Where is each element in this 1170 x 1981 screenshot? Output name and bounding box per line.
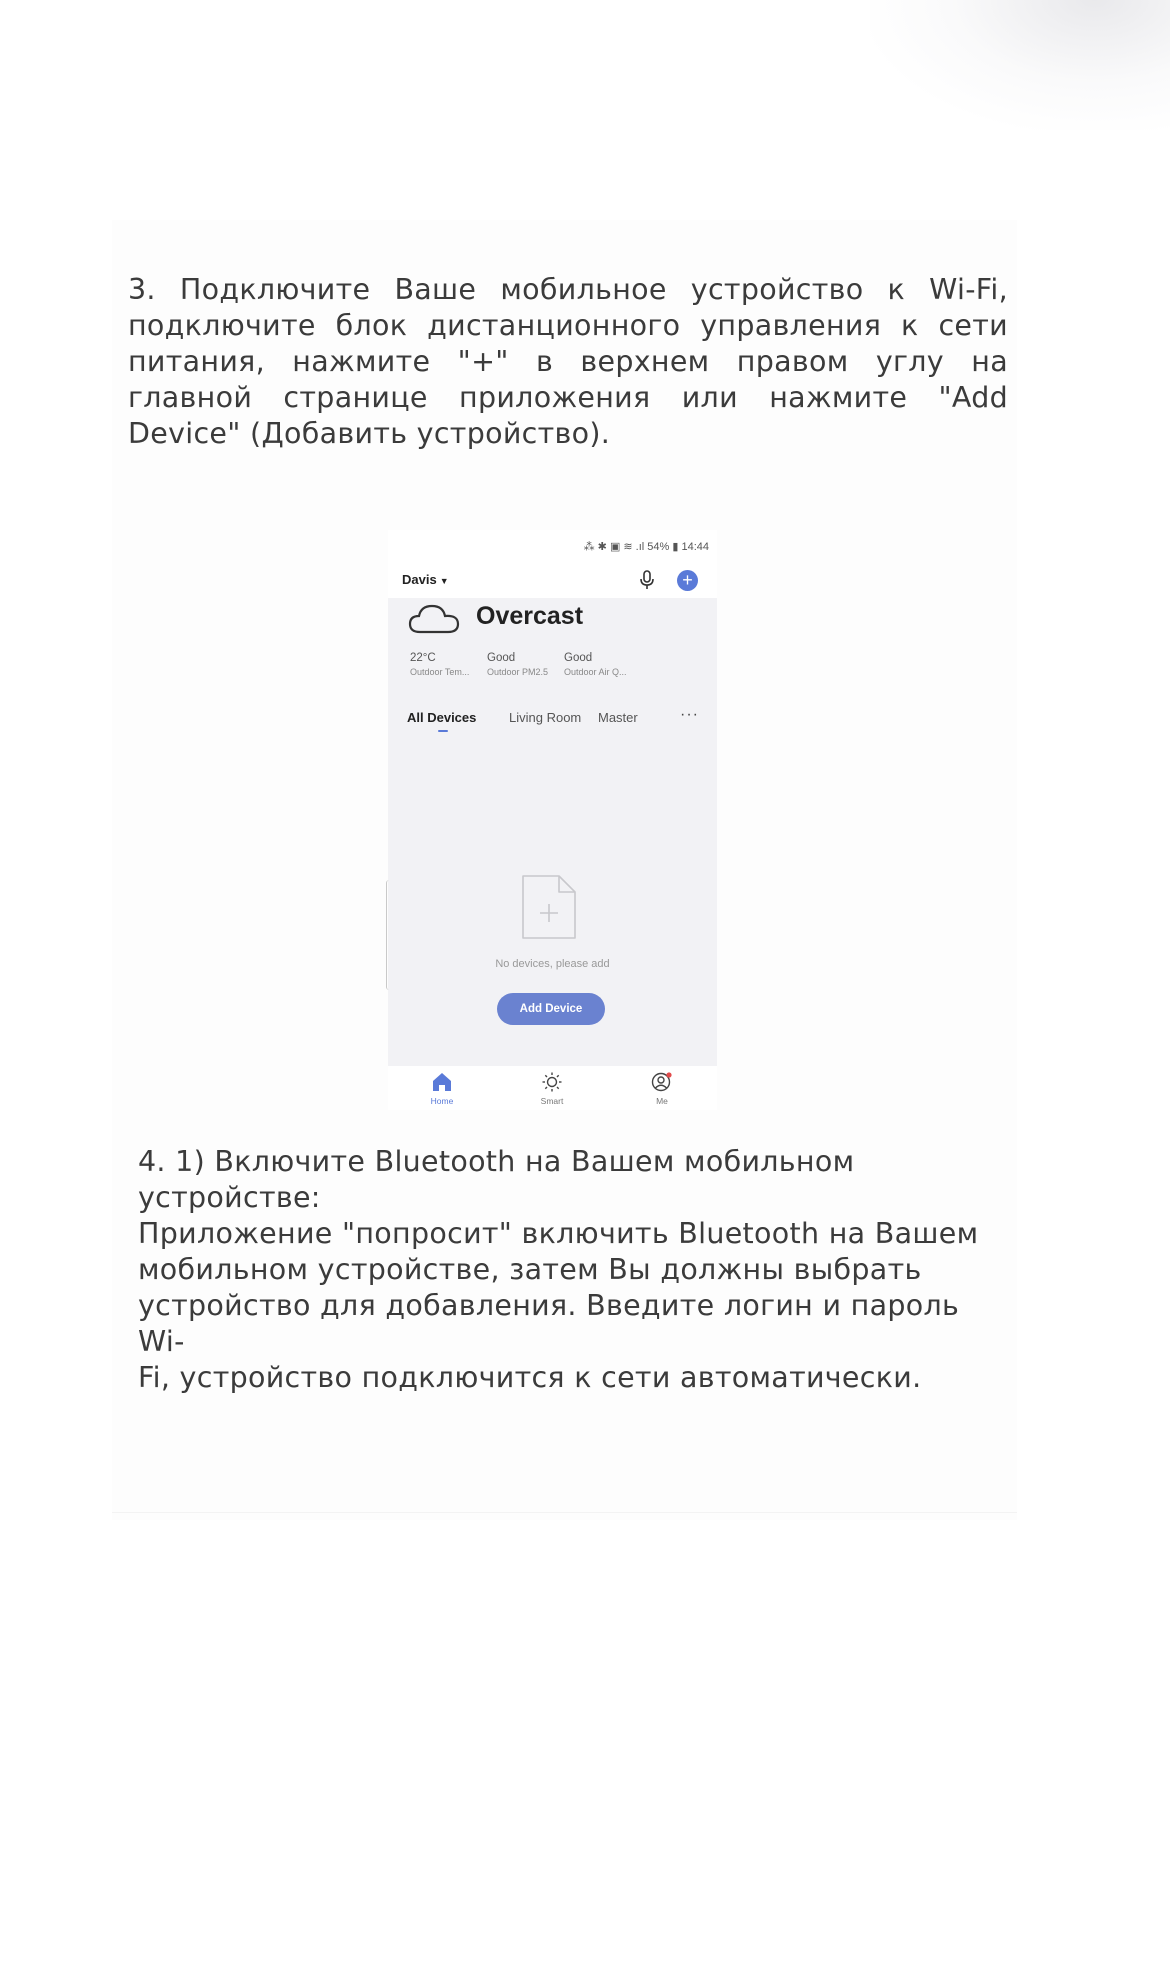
home-icon — [431, 1072, 453, 1092]
step-4-text — [138, 1144, 988, 1396]
status-bar: ⁂ ✱ ▣ ≋ .ıl 54% ▮ 14:44 — [583, 541, 709, 553]
phone-screenshot — [388, 530, 717, 1110]
tab-master[interactable]: Master — [598, 710, 638, 725]
metric-value: Good — [487, 652, 516, 664]
metric-value: 22°C — [410, 652, 436, 664]
home-selector[interactable] — [402, 572, 449, 587]
step-4-line: 4. 1) Включите Bluetooth на Вашем мобильном — [138, 1145, 855, 1178]
metric-value: Good — [564, 652, 593, 664]
screenshot-edge — [386, 880, 391, 990]
nav-label: Home — [430, 1096, 454, 1106]
bottom-navigation — [388, 1066, 717, 1110]
add-plus-button[interactable]: + — [677, 570, 698, 591]
nav-me[interactable] — [632, 1072, 692, 1106]
nav-home[interactable] — [412, 1072, 472, 1106]
nav-smart[interactable] — [522, 1072, 582, 1106]
nav-label: Smart — [540, 1096, 564, 1106]
weather-metric-air-quality — [564, 652, 654, 677]
chevron-down-icon: ▼ — [439, 576, 449, 586]
page-corner-shade — [870, 0, 1170, 130]
step-4-line: Fi, устройство подключится к сети автоматически. — [138, 1361, 922, 1394]
user-icon — [651, 1072, 673, 1092]
metric-label: Outdoor PM2.5 — [487, 667, 549, 677]
more-icon[interactable]: ··· — [680, 706, 699, 723]
weather-condition: Overcast — [476, 602, 584, 630]
step-4-line: устройстве: — [138, 1181, 321, 1214]
metric-label: Outdoor Tem... — [410, 667, 470, 677]
step-4-line: устройство для добавления. Введите логин и пароль Wi- — [138, 1289, 960, 1358]
tab-living-room[interactable]: Living Room — [509, 710, 582, 725]
sun-icon — [541, 1072, 563, 1092]
step-3-text: 3. Подключите Ваше мобильное устройство к Wi-Fi, подключите блок дистанционного управления к сети питания, нажмите "+" в верхнем правом углу на главной странице приложения или нажмите "Add Device" (Добавить устройство). — [128, 273, 1008, 450]
metric-label: Outdoor Air Q... — [564, 667, 627, 677]
page-divider — [112, 1512, 1017, 1513]
step-4-line: мобильном устройстве, затем Вы должны выбрать — [138, 1253, 922, 1286]
step-4-line: Приложение "попросит" включить Bluetooth на Вашем — [138, 1217, 979, 1250]
home-name: Davis — [402, 572, 437, 587]
add-document-icon — [519, 872, 579, 942]
nav-label: Me — [656, 1096, 668, 1106]
tab-active-indicator — [438, 730, 448, 732]
empty-state-text: No devices, please add — [495, 958, 610, 970]
add-device-button[interactable]: Add Device — [497, 993, 605, 1025]
cloud-icon — [408, 602, 460, 636]
mic-icon[interactable] — [638, 570, 656, 590]
tab-all-devices[interactable]: All Devices — [407, 710, 477, 725]
